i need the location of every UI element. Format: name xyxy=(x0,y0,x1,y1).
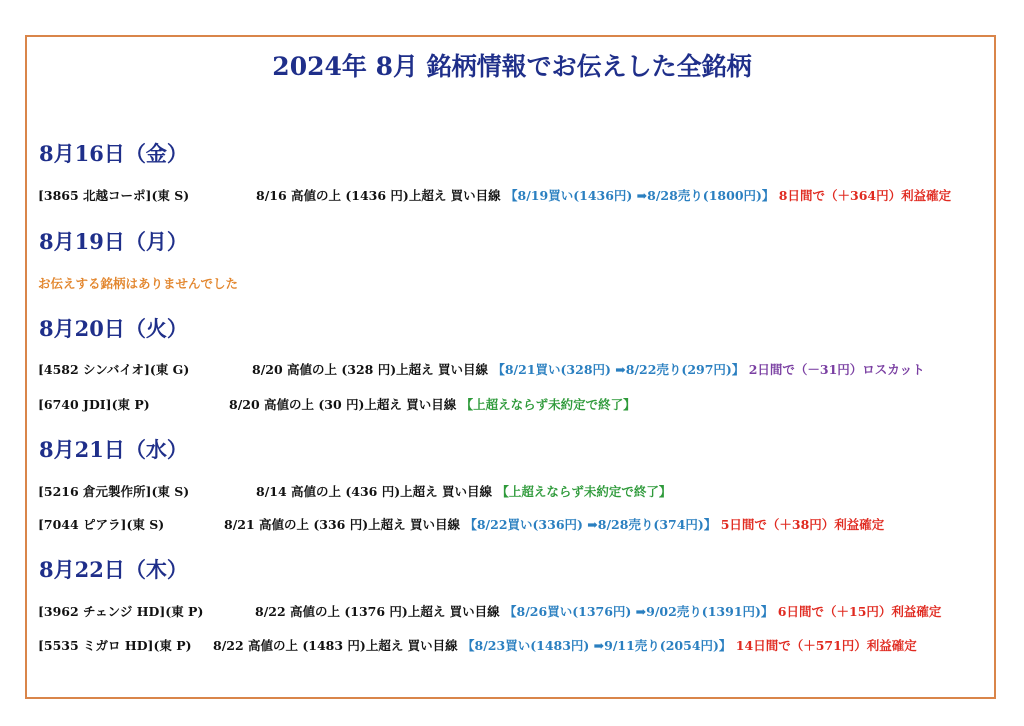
entry-condition: 8/14 高値の上 (436 円)上超え 買い目線 xyxy=(256,484,492,499)
entry-4582 xyxy=(38,360,925,378)
entry-5216 xyxy=(38,482,672,500)
entry-result: 2日間で（－31円）ロスカット xyxy=(748,362,925,377)
entry-6740 xyxy=(38,395,636,413)
entry-trade: 【8/19買い(1436円) ➡8/28売り(1800円)】 xyxy=(505,188,775,203)
entry-condition: 8/20 高値の上 (30 円)上超え 買い目線 xyxy=(229,397,457,412)
entry-7044 xyxy=(38,515,885,533)
entry-3865 xyxy=(38,186,952,204)
entry-trade: 【8/21買い(328円) ➡8/22売り(297円)】 xyxy=(492,362,745,377)
no-stock-note: お伝えする銘柄はありませんでした xyxy=(38,276,239,291)
entry-condition: 8/22 高値の上 (1483 円)上超え 買い目線 xyxy=(213,638,458,653)
day-heading-0822: 8月22日（木） xyxy=(39,557,188,582)
entry-stock: [4582 シンバイオ](東 G) xyxy=(38,362,190,377)
entry-3962 xyxy=(38,602,942,620)
day-heading-0820: 8月20日（火） xyxy=(39,316,188,341)
entry-trade: 【上超えならず未約定で終了】 xyxy=(496,484,672,499)
entry-trade: 【8/23買い(1483円) ➡9/11売り(2054円)】 xyxy=(462,638,732,653)
day-heading-0819: 8月19日（月） xyxy=(39,229,188,254)
entry-trade: 【8/26買い(1376円) ➡9/02売り(1391円)】 xyxy=(504,604,774,619)
entry-stock: [6740 JDI](東 P) xyxy=(38,397,150,412)
entry-condition: 8/22 高値の上 (1376 円)上超え 買い目線 xyxy=(255,604,500,619)
entry-stock: [5535 ミガロ HD](東 P) xyxy=(38,638,192,653)
entry-result: 14日間で（＋571円）利益確定 xyxy=(735,638,917,653)
entry-condition: 8/16 高値の上 (1436 円)上超え 買い目線 xyxy=(256,188,501,203)
entry-stock: [7044 ピアラ](東 S) xyxy=(38,517,165,532)
entry-stock: [3962 チェンジ HD](東 P) xyxy=(38,604,204,619)
entry-5535 xyxy=(38,636,917,654)
day-heading-0816: 8月16日（金） xyxy=(39,141,188,166)
page-title: 2024年 8月 銘柄情報でお伝えした全銘柄 xyxy=(272,52,752,81)
entry-stock: [5216 倉元製作所](東 S) xyxy=(38,484,190,499)
entry-result: 5日間で（＋38円）利益確定 xyxy=(720,517,885,532)
entry-trade: 【8/22買い(336円) ➡8/28売り(374円)】 xyxy=(464,517,717,532)
entry-result: 6日間で（＋15円）利益確定 xyxy=(777,604,942,619)
entry-condition: 8/20 高値の上 (328 円)上超え 買い目線 xyxy=(252,362,488,377)
entry-result: 8日間で（＋364円）利益確定 xyxy=(778,188,952,203)
entry-trade: 【上超えならず未約定で終了】 xyxy=(460,397,636,412)
day-heading-0821: 8月21日（水） xyxy=(39,437,188,462)
entry-stock: [3865 北越コーポ](東 S) xyxy=(38,188,190,203)
entry-condition: 8/21 高値の上 (336 円)上超え 買い目線 xyxy=(224,517,460,532)
